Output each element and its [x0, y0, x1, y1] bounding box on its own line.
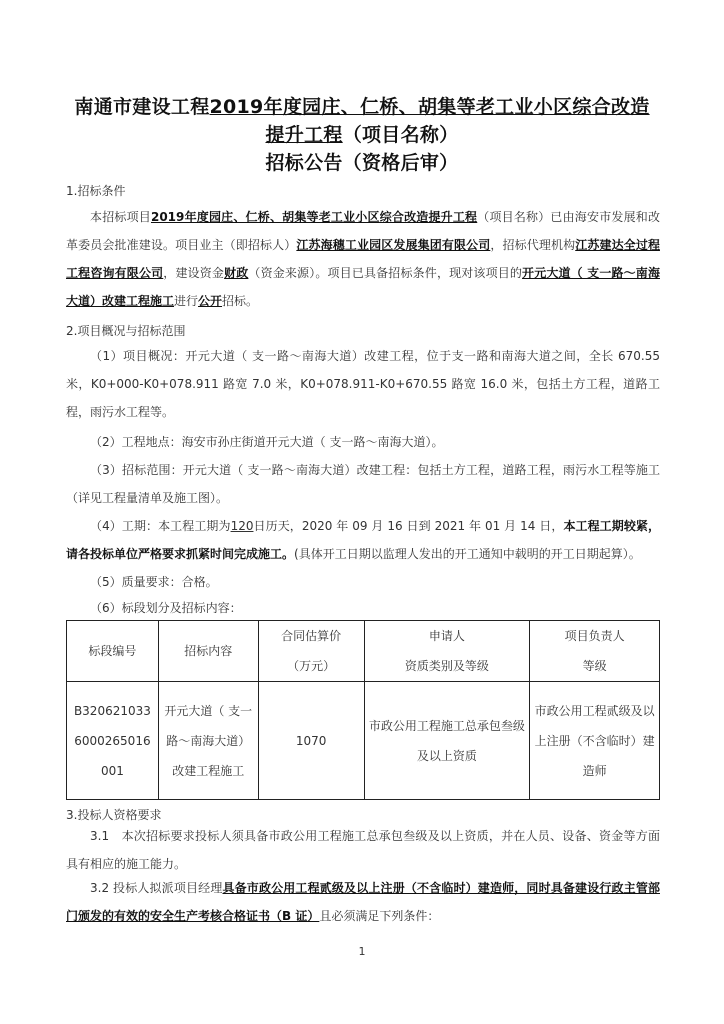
bid-method: 公开	[198, 294, 223, 308]
cell-price: 1070	[258, 682, 364, 800]
cell-section-code: B3206210336000265016001	[67, 682, 159, 800]
section-2-item-3: （3）招标范围：开元大道（ 支一路～南海大道）改建工程：包括土方工程，道路工程，雨污水工程等施工（详见工程量清单及施工图）。	[66, 463, 660, 505]
text: 日历天，2020 年 09 月 16 日到 2021 年 01 月 14 日，	[253, 519, 564, 533]
title-line-2	[40, 120, 684, 147]
page-number: 1	[358, 945, 366, 958]
section-3-item-1: 3.1 本次招标要求投标人须具备市政公用工程施工总承包叁级及以上资质，并在人员、设备、资金等方面具有相应的施工能力。	[66, 829, 660, 871]
agent-name: 江苏建达全过程工程咨询有限公司	[66, 238, 660, 280]
header-section-code: 标段编号	[67, 621, 159, 682]
text: 3.2 投标人拟派项目经理	[90, 881, 223, 895]
title-project-label: （项目名称）	[342, 124, 459, 146]
fund-source: 财政	[224, 266, 249, 280]
duration-days: 120	[230, 519, 254, 533]
manager-requirement: 具备市政公用工程贰级及以上注册（不含临时）建造师，同时具备建设行政主管部门颁发的有效的安全生产考核合格证书（B 证）	[66, 881, 660, 923]
bid-section-table	[66, 620, 660, 800]
owner-name: 江苏海穗工业园区发展集团有限公司	[296, 238, 491, 252]
text: 进行	[174, 294, 199, 308]
section-2-item-4	[66, 512, 660, 568]
section-3-item-2	[66, 874, 660, 930]
header-price	[258, 621, 364, 682]
bid-section-name: 开元大道（ 支一路～南海大道）改建工程施工	[66, 266, 660, 308]
title-project-tail: 提升工程	[265, 124, 343, 146]
project-name: 2019年度园庄、仁桥、胡集等老工业小区综合改造提升工程	[150, 210, 478, 224]
duration-warning: 本工程工期较紧，请各投标单位严格要求抓紧时间完成施工。	[66, 519, 660, 561]
header-price-line-1: 合同估算价	[281, 629, 342, 643]
header-applicant	[364, 621, 530, 682]
section-2-item-2: （2）工程地点：海安市孙庄街道开元大道（ 支一路～南海大道）。	[90, 435, 444, 449]
cell-manager-grade: 市政公用工程贰级及以上注册（不含临时）建造师	[530, 682, 660, 800]
text: 本招标项目	[90, 210, 151, 224]
text: ，招标代理机构	[490, 238, 576, 252]
section-1-heading: 1.招标条件	[66, 184, 126, 198]
cell-qualification: 市政公用工程施工总承包叁级及以上资质	[364, 682, 530, 800]
text: ，建设资金	[163, 266, 225, 280]
text: 且必须满足下列条件：	[319, 909, 440, 923]
header-manager-line-2: 等级	[582, 659, 607, 673]
section-2-item-5: （5）质量要求：合格。	[90, 575, 218, 589]
section-1-paragraph	[66, 203, 660, 315]
header-manager-line-1: 项目负责人	[564, 629, 625, 643]
section-2-heading: 2.项目概况与招标范围	[66, 324, 186, 338]
header-price-line-2: （万元）	[287, 659, 336, 673]
header-applicant-line-1: 申请人	[428, 629, 465, 643]
text: （项目名称）已由海安市发展和改革委员会批准建设。项目业主（即招标人）	[66, 210, 660, 252]
text: （4）工期：本工程工期为	[90, 519, 231, 533]
header-manager	[530, 621, 660, 682]
section-3-heading: 3.投标人资格要求	[66, 808, 162, 822]
title-line-1	[40, 92, 684, 119]
table-row	[67, 682, 660, 800]
title-prefix: 南通市建设工程	[74, 96, 210, 118]
header-applicant-line-2: 资质类别及等级	[404, 659, 489, 673]
text: 招标。	[222, 294, 259, 308]
cell-content: 开元大道（ 支一路～南海大道）改建工程施工	[158, 682, 258, 800]
section-2-item-1: （1）项目概况：开元大道（ 支一路～南海大道）改建工程，位于支一路和南海大道之间，全长 670.55 米，K0+000-K0+078.911 路宽 7.0 米，K0+078.911-K0+670.55 路宽 16.0 米，包括土方工程，道路工程，雨污水工程等。	[66, 349, 660, 419]
text: （资金来源）。项目已具备招标条件，现对该项目的	[248, 266, 523, 280]
title-project-underlined: 2019年度园庄、仁桥、胡集等老工业小区综合改造	[209, 96, 650, 118]
header-content: 招标内容	[158, 621, 258, 682]
title-line-3: 招标公告（资格后审）	[265, 152, 459, 174]
table-header-row	[67, 621, 660, 682]
section-2-item-6: （6）标段划分及招标内容：	[90, 601, 242, 615]
text: (具体开工日期以监理人发出的开工通知中载明的开工日期起算）。	[294, 547, 641, 561]
